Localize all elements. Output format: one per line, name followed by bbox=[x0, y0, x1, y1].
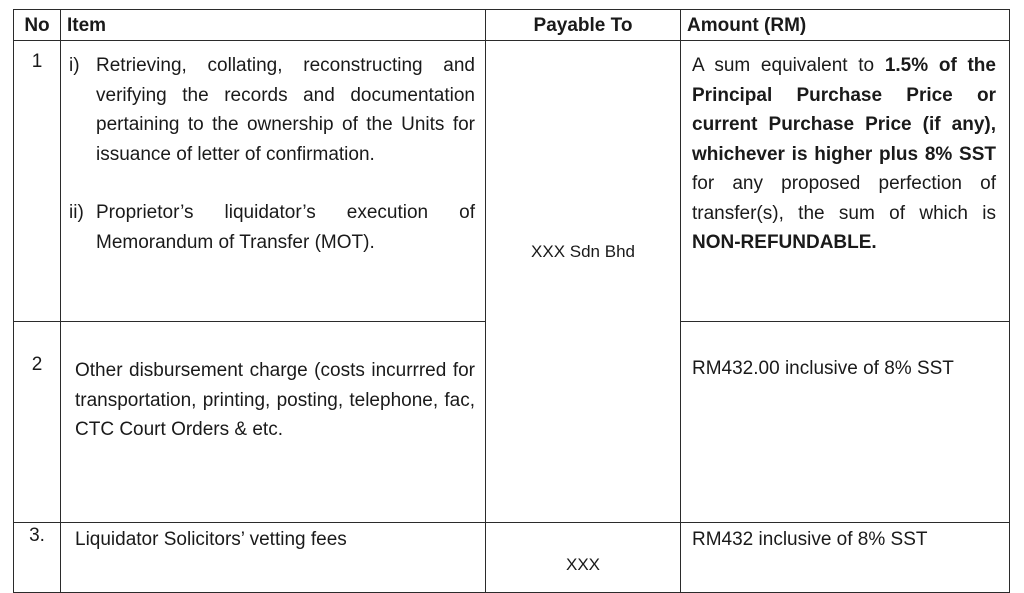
table-header-row bbox=[14, 10, 1010, 41]
row-number: 3. bbox=[14, 523, 61, 593]
list-item bbox=[69, 198, 475, 257]
amount-cell: RM432 inclusive of 8% SST bbox=[681, 523, 1010, 593]
list-marker: ii) bbox=[69, 202, 84, 223]
item-description: Other disbursement charge (costs incurrred for transportation, printing, posting, telephone, fac, CTC Court Orders & etc. bbox=[75, 360, 475, 440]
item-cell bbox=[61, 322, 486, 523]
header-payable-to: Payable To bbox=[486, 10, 681, 41]
item-cell bbox=[61, 41, 486, 322]
row-number: 2 bbox=[14, 322, 61, 523]
item-description: Retrieving, collating, reconstructing and verifying the records and documentation pertaining to the ownership of the Units for issuance of letter of confirmation. bbox=[96, 55, 475, 165]
amount-text: for any proposed perfection of transfer(s), the sum of which is bbox=[692, 173, 996, 224]
item-cell bbox=[61, 523, 486, 593]
payable-to-cell: XXX bbox=[486, 523, 681, 593]
row-number: 1 bbox=[14, 41, 61, 322]
header-amount: Amount (RM) bbox=[681, 10, 1010, 41]
list-marker: i) bbox=[69, 55, 80, 76]
amount-bold-text: 1.5% of the Principal Purchase Price or current Purchase Price (if any), whichever is higher plus 8% SST bbox=[692, 55, 996, 165]
fee-table bbox=[13, 9, 1010, 593]
table-row bbox=[14, 523, 1010, 593]
item-description: Proprietor’s liquidator’s execution of Memorandum of Transfer (MOT). bbox=[96, 202, 475, 253]
item-description: Liquidator Solicitors’ vetting fees bbox=[75, 529, 347, 550]
header-item: Item bbox=[61, 10, 486, 41]
list-item bbox=[69, 51, 475, 169]
amount-cell bbox=[681, 41, 1010, 322]
amount-bold-text: NON-REFUNDABLE. bbox=[692, 232, 877, 253]
payable-to-cell: XXX Sdn Bhd bbox=[486, 41, 681, 523]
amount-text: A sum equivalent to bbox=[692, 55, 885, 76]
header-no: No bbox=[14, 10, 61, 41]
amount-cell: RM432.00 inclusive of 8% SST bbox=[681, 322, 1010, 523]
table-row bbox=[14, 41, 1010, 322]
